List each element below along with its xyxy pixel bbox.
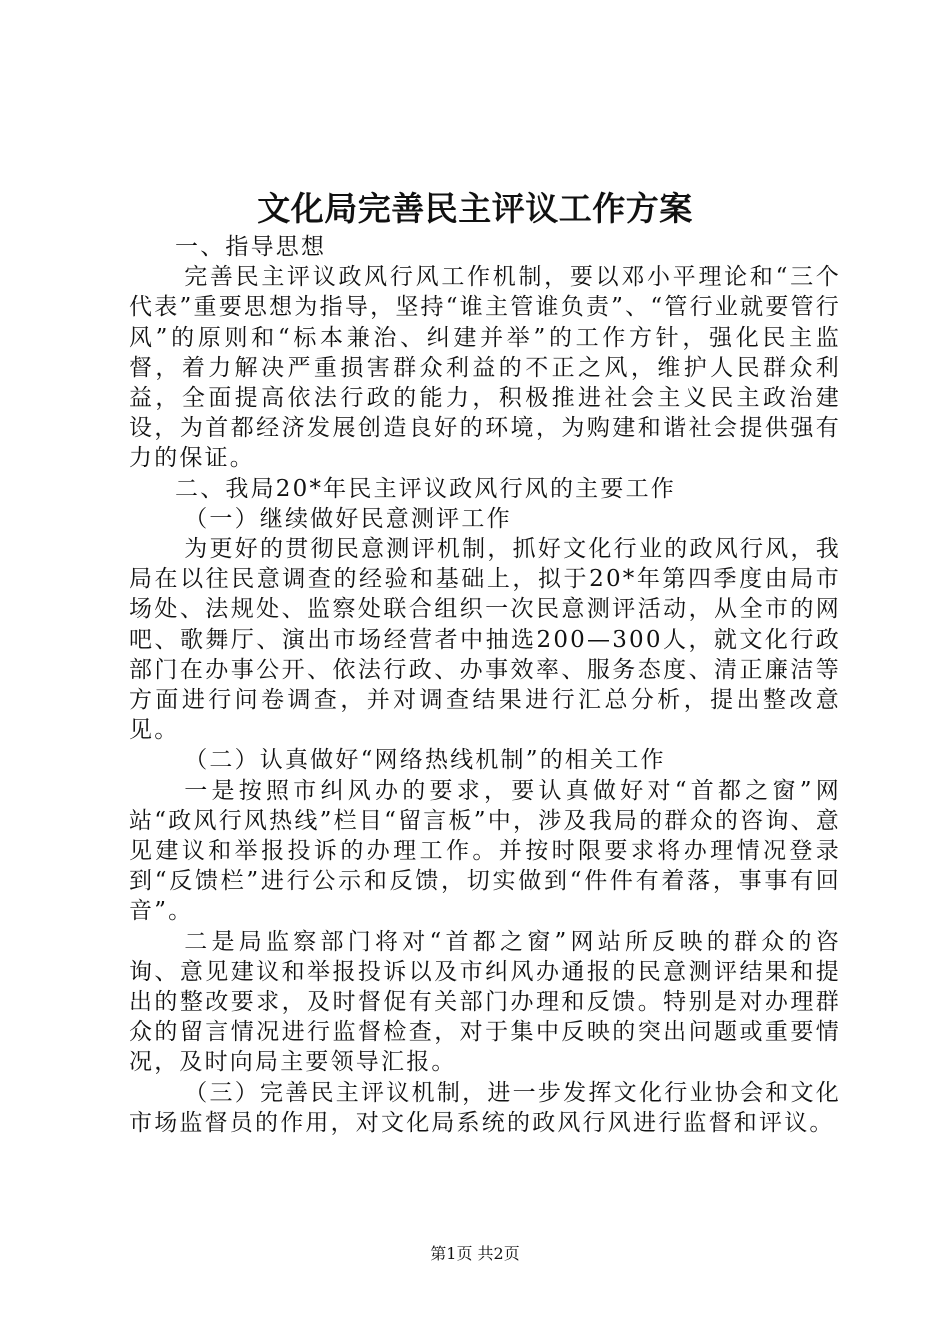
paragraph-guiding-ideology: 完善民主评议政风行风工作机制，要以邓小平理论和“三个代表”重要思想为指导，坚持“谁主管谁负责”、“管行业就要管行风”的原则和“标本兼治、纠建并举”的工作方针，强化民主监督，着力解决严重损害群众利益的不正之风，维护人民群众利益，全面提高依法行政的能力，积极推进社会主义民主政治建设，为首都经济发展创造良好的环境，为购建和谐社会提供强有力的保证。 xyxy=(129,264,841,472)
page-footer: 第1页 共2页 xyxy=(430,1244,520,1263)
subsection-heading-opinion-survey: （一）继续做好民意测评工作 xyxy=(184,505,512,532)
paragraph-network-hotline-1: 一是按照市纠风办的要求，要认真做好对“首都之窗”网站“政风行风热线”栏目“留言板”中，涉及我局的群众的咨询、意见建议和举报投诉的办理工作。并按时限要求将办理情况登录到“反馈栏”进行公示和反馈，切实做到“件件有着落，事事有回音”。 xyxy=(129,777,841,925)
subsection-heading-network-hotline: （二）认真做好“网络热线机制”的相关工作 xyxy=(184,747,666,774)
document-body xyxy=(129,232,841,1138)
paragraph-network-hotline-2: 二是局监察部门将对“首都之窗”网站所反映的群众的咨询、意见建议和举报投诉以及市纠风办通报的民意测评结果和提出的整改要求，及时督促有关部门办理和反馈。特别是对办理群众的留言情况进行监督检查，对于集中反映的突出问题或重要情况，及时向局主要领导汇报。 xyxy=(129,928,841,1076)
section-heading-guiding-ideology: 一、指导思想 xyxy=(175,234,327,260)
section-heading-main-work: 二、我局20*年民主评议政风行风的主要工作 xyxy=(175,475,676,502)
document-title: 文化局完善民主评议工作方案 xyxy=(257,189,693,228)
paragraph-opinion-survey: 为更好的贯彻民意测评机制，抓好文化行业的政风行风，我局在以往民意调查的经验和基础上，拟于20*年第四季度由局市场处、法规处、监察处联合组织一次民意测评活动，从全市的网吧、歌舞厅、演出市场经营者中抽选200—300人，就文化行政部门在办事公开、依法行政、办事效率、服务态度、清正廉洁等方面进行问卷调查，并对调查结果进行汇总分析，提出整改意见。 xyxy=(129,536,841,744)
paragraph-democratic-review-mechanism: （三）完善民主评议机制，进一步发挥文化行业协会和文化市场监督员的作用，对文化局系统的政风行风进行监督和评议。 xyxy=(129,1079,841,1136)
